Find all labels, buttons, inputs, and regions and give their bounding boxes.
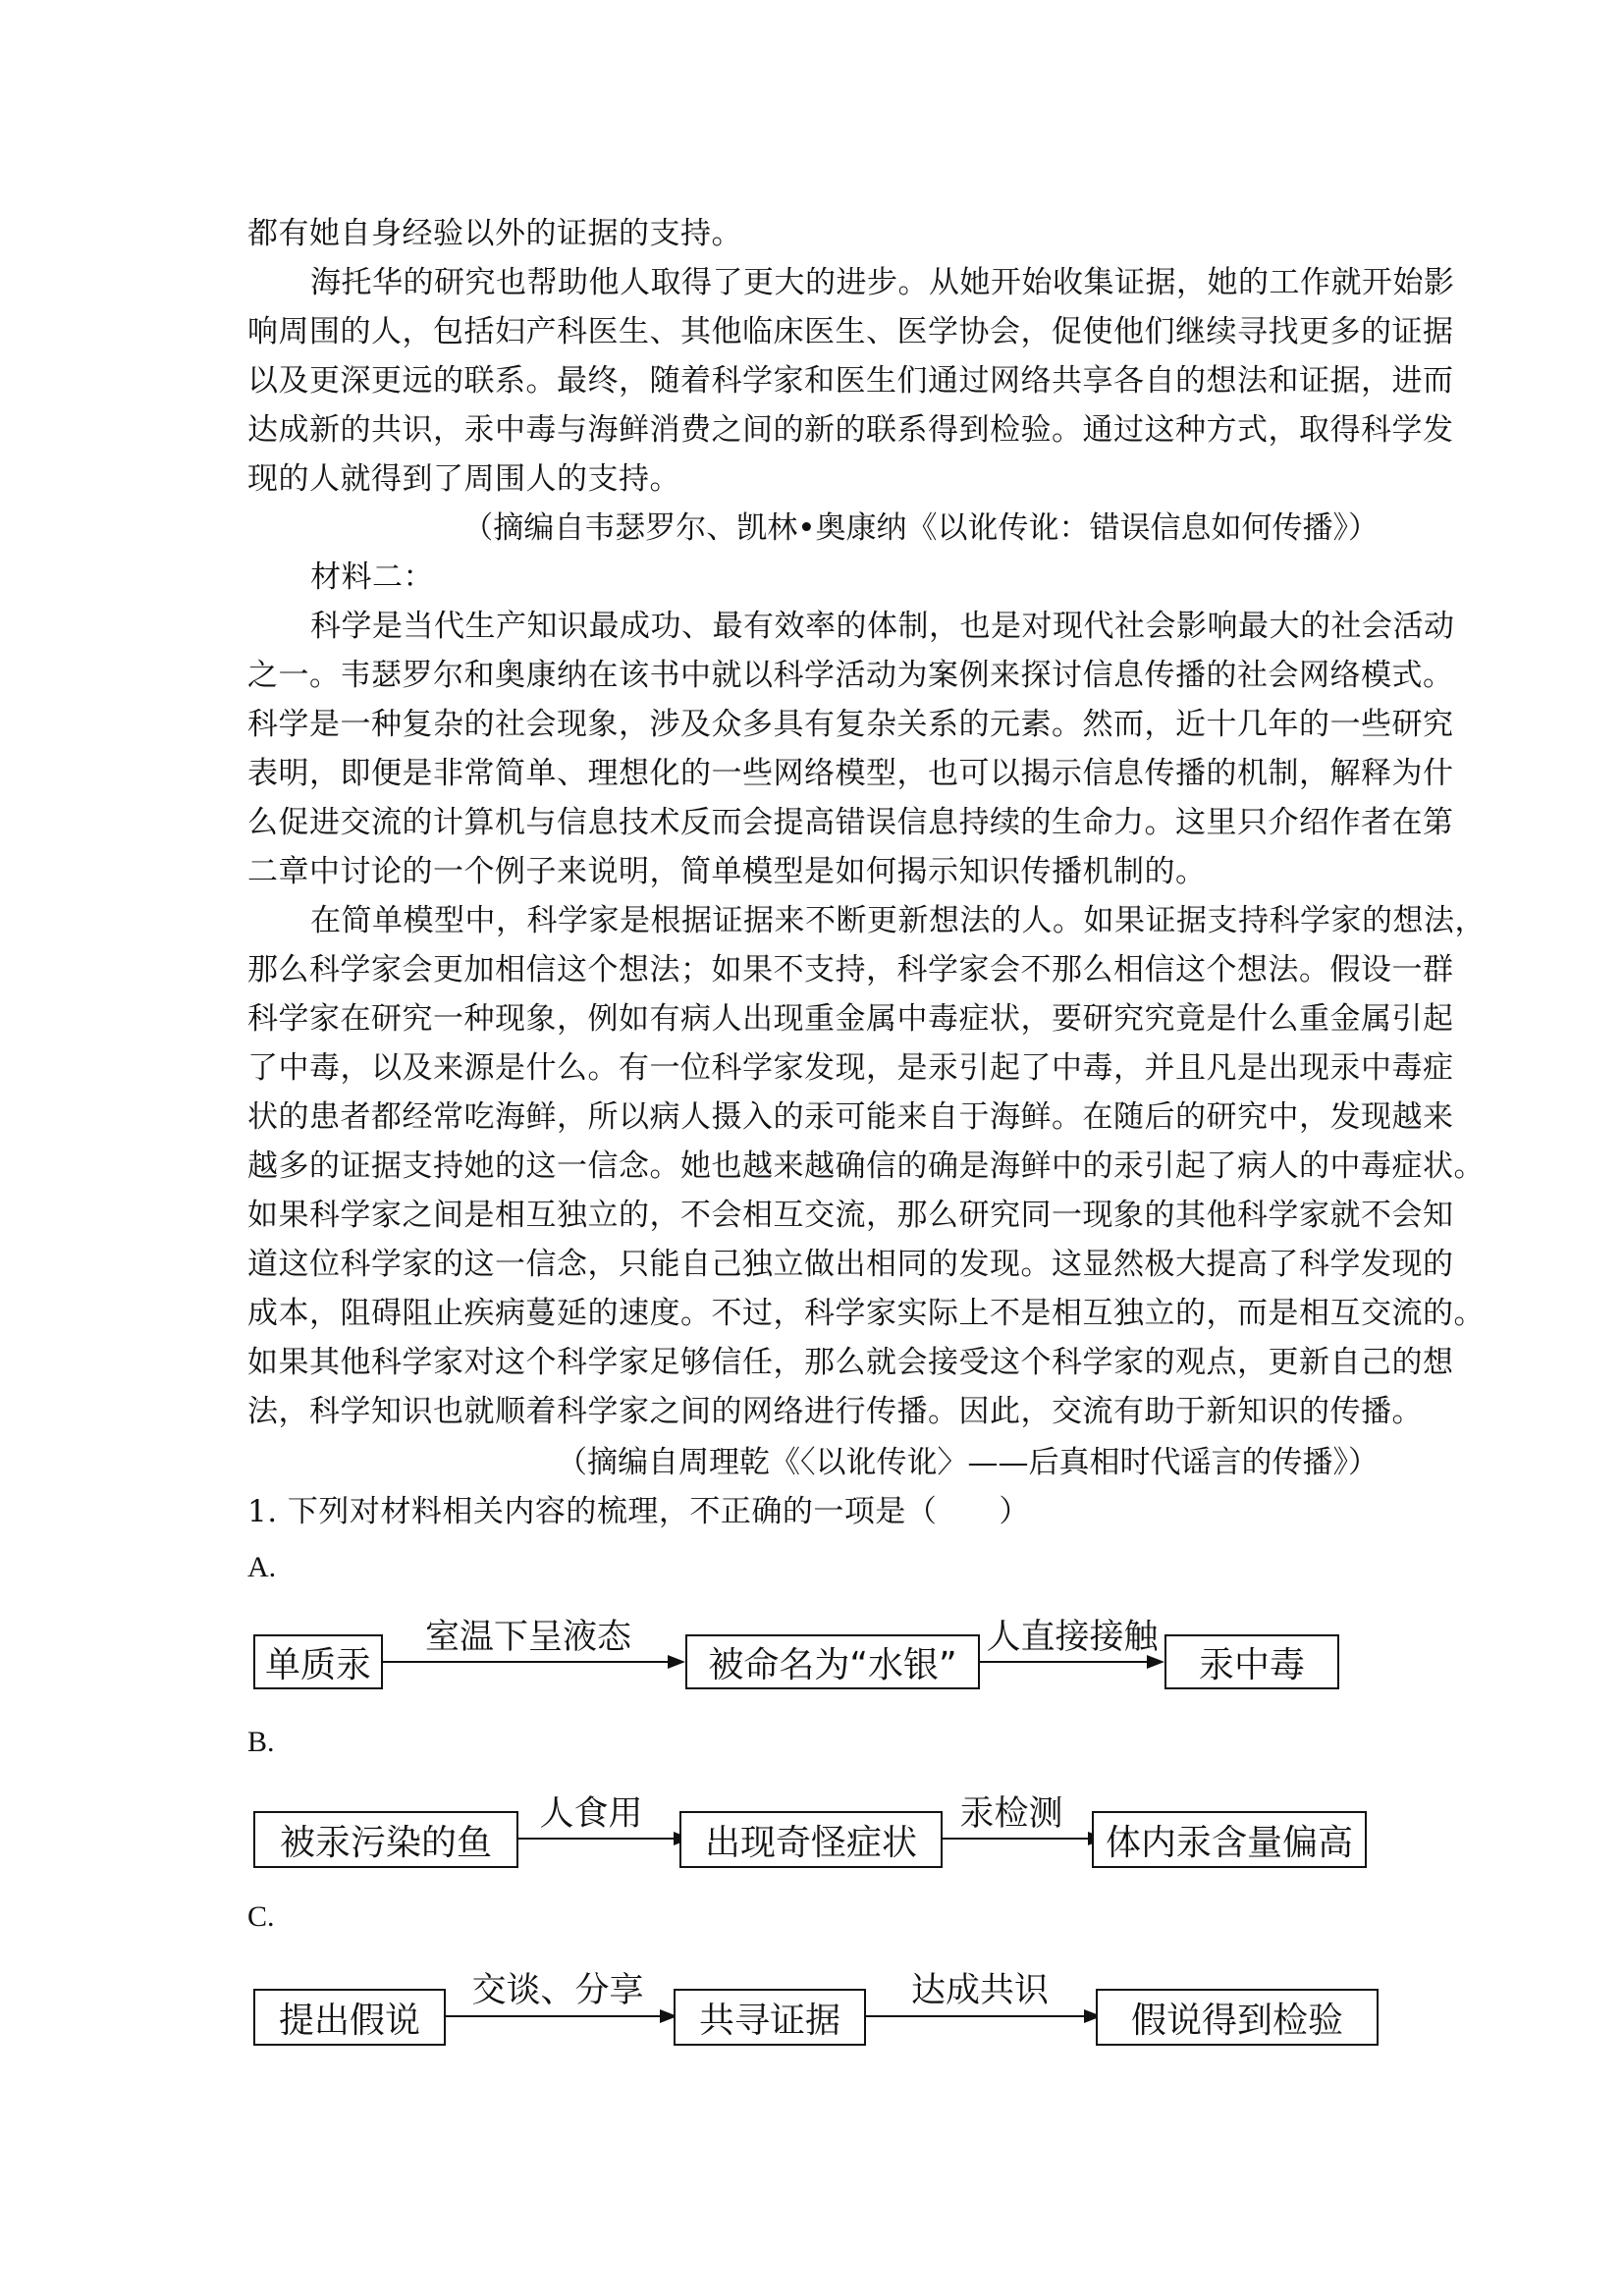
- flow-box: 体内汞含量偏高: [1092, 1811, 1367, 1868]
- paragraph-line: 现的人就得到了周围人的支持。: [247, 461, 680, 497]
- flow-box: 被汞污染的鱼: [253, 1811, 518, 1868]
- paragraph-line: 如果科学家之间是相互独立的，不会相互交流，那么研究同一现象的其他科学家就不会知: [247, 1198, 1454, 1233]
- option-c-label: C.: [247, 1900, 275, 1933]
- flow-box: 被命名为“水银”: [685, 1634, 980, 1689]
- paragraph-line: 了中毒，以及来源是什么。有一位科学家发现，是汞引起了中毒，并且凡是出现汞中毒症: [247, 1050, 1454, 1086]
- paragraph-line: 科学家在研究一种现象，例如有病人出现重金属中毒症状，要研究究竟是什么重金属引起: [247, 1001, 1454, 1037]
- flow-box: 共寻证据: [674, 1989, 866, 2046]
- paragraph-line: 成本，阻碍阻止疾病蔓延的速度。不过，科学家实际上不是相互独立的，而是相互交流的。: [247, 1296, 1485, 1331]
- paragraph-line: 么促进交流的计算机与信息技术反而会提高错误信息持续的生命力。这里只介绍作者在第: [247, 805, 1454, 840]
- paragraph-line: 表明，即便是非常简单、理想化的一些网络模型，也可以揭示信息传播的机制，解释为什: [247, 756, 1454, 791]
- paragraph-line: 那么科学家会更加相信这个想法；如果不支持，科学家会不那么相信这个想法。假设一群: [247, 952, 1454, 988]
- flow-box: 提出假说: [253, 1989, 446, 2046]
- flow-box: 假说得到检验: [1096, 1989, 1379, 2046]
- paragraph-line: 道这位科学家的这一信念，只能自己独立做出相同的发现。这显然极大提高了科学发现的: [247, 1247, 1454, 1282]
- flow-arrow: [383, 1661, 668, 1663]
- paragraph-line: 二章中讨论的一个例子来说明，简单模型是如何揭示知识传播机制的。: [247, 854, 1207, 889]
- flow-arrow-label: 室温下呈液态: [424, 1618, 632, 1657]
- flow-arrow-label: 交谈、分享: [471, 1971, 644, 2010]
- paragraph-line: 法，科学知识也就顺着科学家之间的网络进行传播。因此，交流有助于新知识的传播。: [247, 1394, 1423, 1429]
- flow-box: 单质汞: [253, 1634, 383, 1689]
- option-b-label: B.: [247, 1726, 275, 1758]
- paragraph-line: 如果其他科学家对这个科学家足够信任，那么就会接受这个科学家的观点，更新自己的想: [247, 1345, 1454, 1380]
- paragraph-line: 以及更深更远的联系。最终，随着科学家和医生们通过网络共享各自的想法和证据，进而: [247, 363, 1454, 399]
- flow-arrow: [980, 1661, 1147, 1663]
- paragraph-line: 之一。韦瑟罗尔和奥康纳在该书中就以科学活动为案例来探讨信息传播的社会网络模式。: [247, 658, 1454, 693]
- paragraph-line: 状的患者都经常吃海鲜，所以病人摄入的汞可能来自于海鲜。在随后的研究中，发现越来: [247, 1099, 1454, 1135]
- flow-box: 汞中毒: [1164, 1634, 1339, 1689]
- question-stem: 1. 下列对材料相关内容的梳理，不正确的一项是（ ）: [247, 1494, 1030, 1529]
- paragraph-line: 越多的证据支持她的这一信念。她也越来越确信的确是海鲜中的汞引起了病人的中毒症状。: [247, 1148, 1485, 1184]
- arrow-head-icon: [668, 1655, 685, 1669]
- flow-arrow: [943, 1838, 1088, 1840]
- source-citation-1: （摘编自韦瑟罗尔、凯林•奥康纳《以讹传讹：错误信息如何传播》）: [462, 510, 1379, 546]
- flow-arrow: [518, 1838, 674, 1840]
- source-citation-2: （摘编自周理乾《〈以讹传讹〉——后真相时代谣言的传播》）: [557, 1445, 1379, 1480]
- option-a-label: A.: [247, 1551, 277, 1583]
- flow-arrow-label: 达成共识: [910, 1971, 1050, 2010]
- flow-arrow-label: 人食用: [539, 1794, 643, 1834]
- paragraph-line: 响周围的人，包括妇产科医生、其他临床医生、医学协会，促使他们继续寻找更多的证据: [247, 314, 1454, 349]
- flow-box: 出现奇怪症状: [679, 1811, 943, 1868]
- paragraph-continuation: 都有她自身经验以外的证据的支持。: [247, 216, 742, 251]
- paragraph-line: 达成新的共识，汞中毒与海鲜消费之间的新的联系得到检验。通过这种方式，取得科学发: [247, 412, 1454, 448]
- paragraph-line: 海托华的研究也帮助他人取得了更大的进步。从她开始收集证据，她的工作就开始影: [310, 265, 1455, 300]
- flow-arrow-label: 人直接接触: [986, 1618, 1159, 1657]
- paragraph-line: 在简单模型中，科学家是根据证据来不断更新想法的人。如果证据支持科学家的想法，: [310, 903, 1486, 938]
- paragraph-line: 科学是一种复杂的社会现象，涉及众多具有复杂关系的元素。然而，近十几年的一些研究: [247, 707, 1454, 742]
- flow-arrow: [446, 2015, 660, 2017]
- flow-arrow-label: 汞检测: [959, 1794, 1063, 1834]
- paragraph-line: 科学是当代生产知识最成功、最有效率的体制，也是对现代社会影响最大的社会活动: [310, 609, 1455, 644]
- material-2-heading: 材料二：: [310, 560, 434, 595]
- flow-arrow: [866, 2015, 1084, 2017]
